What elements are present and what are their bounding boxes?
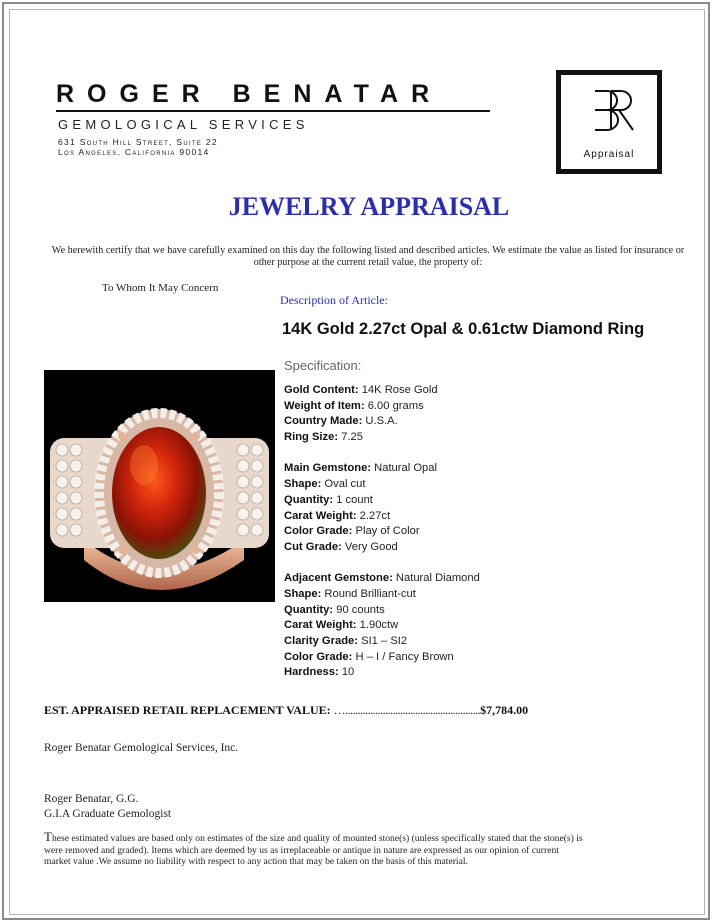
appraised-value-row [44,703,528,718]
disclaimer-text: hese estimated values are based only on estimates of the size and quality of mounted stone(s) (unless specifically stated that the stone(s) is were removed and graded). Items which are deemed by us as irreplaceable or antique in nature are expressed as our opinion of current market value .We assume no liability with respect to any action that may be taken on the basis of this material. [44,833,583,867]
company-address-line2: Los Angeles, California 90014 [58,147,210,157]
br-monogram-icon [575,85,645,135]
spec-spacer [284,446,480,462]
specification-list [284,383,480,681]
spec-main-shape: Shape: Oval cut [284,478,366,491]
appraisal-logo [556,70,662,174]
recipient: To Whom It May Concern [102,282,219,294]
spec-main-quantity: Quantity: 1 count [284,493,373,506]
spec-adjacent-hardness: Hardness: 10 [284,666,355,679]
document-title: JEWELRY APPRAISAL [228,192,510,221]
leader-dots: …...................................................... [333,703,481,717]
appraised-value-label: EST. APPRAISED RETAIL REPLACEMENT VALUE: [44,703,331,717]
signer-title: G.I.A Graduate Gemologist [44,808,172,820]
company-name-rule [56,110,490,112]
company-name: ROGER BENATAR [56,80,443,108]
disclaimer [44,831,584,868]
certification-intro: We herewith certify that we have carefully examined on this day the following listed and described articles. We estimate the value as listed for insurance or other purpose at the current retail value, the property of: [51,245,685,268]
opal-diamond-ring-photo [44,370,275,602]
spec-spacer [284,556,480,572]
spec-main-cut: Cut Grade: Very Good [284,540,398,553]
specification-label: Specification: [284,358,362,373]
spec-main-gemstone: Main Gemstone: Natural Opal [284,462,437,475]
disclaimer-initial: T [44,829,52,844]
ring-photo [44,370,275,602]
appraised-value-amount: $7,784.00 [480,703,529,717]
item-title: 14K Gold 2.27ct Opal & 0.61ctw Diamond Ring [282,320,645,338]
logo-label: Appraisal [583,149,635,160]
spec-ring-size: Ring Size: 7.25 [284,431,363,444]
spec-adjacent-clarity: Clarity Grade: SI1 – SI2 [284,635,408,647]
spec-adjacent-shape: Shape: Round Brilliant-cut [284,587,416,600]
company-subtitle: GEMOLOGICAL SERVICES [58,117,309,132]
spec-adjacent-quantity: Quantity: 90 counts [284,603,385,616]
company-address-line1: 631 South Hill Street, Suite 22 [58,137,218,147]
spec-adjacent-color: Color Grade: H – I / Fancy Brown [284,650,454,663]
footer-company-name: Roger Benatar Gemological Services, Inc. [44,742,239,754]
spec-main-carat: Carat Weight: 2.27ct [284,509,391,522]
spec-weight: Weight of Item: 6.00 grams [284,399,424,412]
description-label: Description of Article: [280,293,388,307]
spec-main-color: Color Grade: Play of Color [284,525,420,538]
spec-country: Country Made: U.S.A. [284,415,398,428]
spec-adjacent-gemstone: Adjacent Gemstone: Natural Diamond [284,572,480,585]
spec-adjacent-carat: Carat Weight: 1.90ctw [284,619,399,632]
signer-name: Roger Benatar, G.G. [44,793,139,805]
spec-gold-content: Gold Content: 14K Rose Gold [284,384,438,396]
